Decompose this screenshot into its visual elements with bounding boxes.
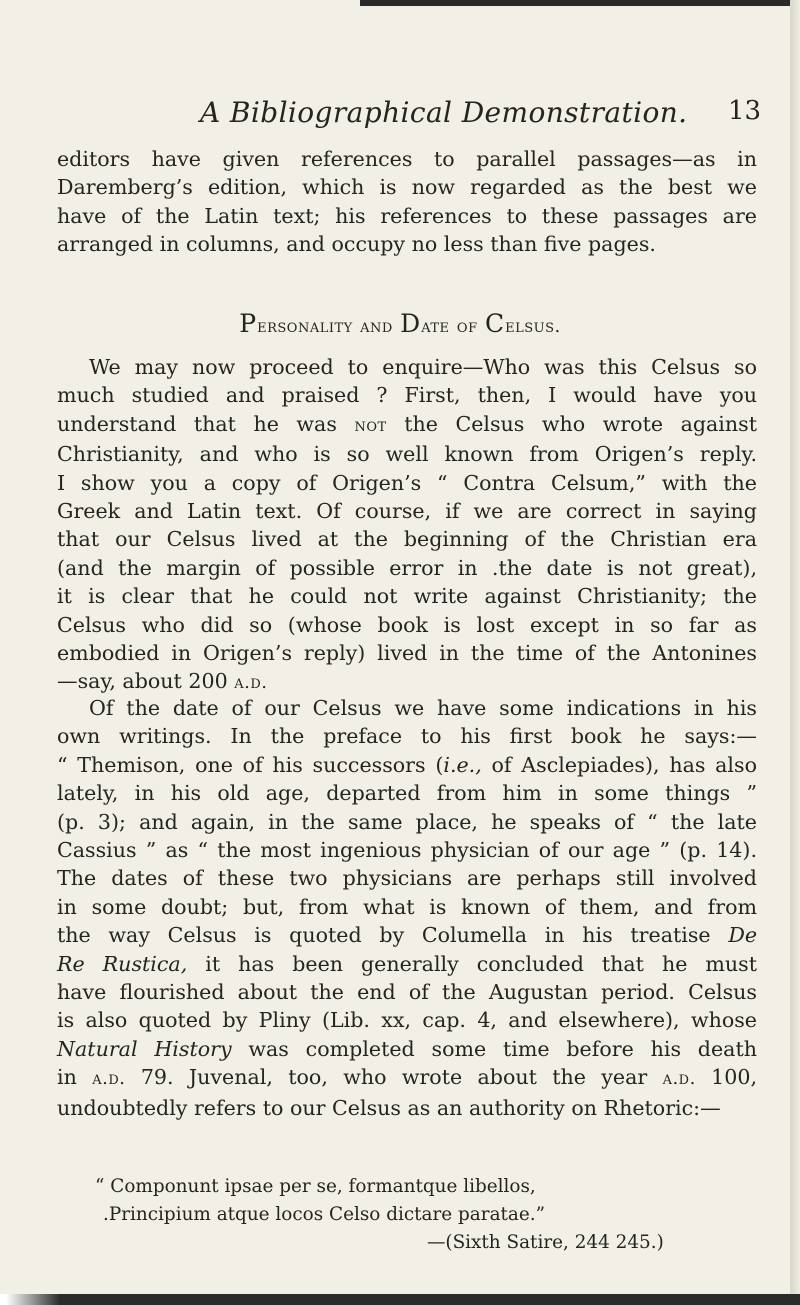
text-line: Of the date of our Celsus we have some indications in his (89, 696, 757, 720)
text-line: editors have given references to parallel passages—as in (57, 147, 757, 171)
text-line: I show you a copy of Origen’s “ Contra Celsum,” with the (57, 470, 757, 495)
page-edge-right (790, 0, 800, 1305)
text-line: Cassius ” as “ the most ingenious physician of our age ” (p. 14). (57, 838, 757, 863)
text-line: that our Celsus lived at the beginning of the Christian era (57, 527, 757, 552)
juvenal-quote (95, 1173, 765, 1258)
page-edge-shadow-bottom (0, 1294, 800, 1305)
text-line: Re Rustica, it has been generally concluded that he must (57, 951, 758, 976)
intro-paragraph (57, 145, 757, 259)
page-number: 13 (728, 96, 762, 126)
quote-citation: —(Sixth Satire, 244 245.) (427, 1232, 664, 1254)
text-line: in some doubt; but, from what is known of them, and from (57, 894, 757, 919)
text-line: Celsus who did so (whose book is lost except in so far as (57, 612, 757, 637)
paragraph-celsus-date (57, 694, 757, 1122)
quote-line: .Principium atque locos Celso dictare paratae.” (103, 1204, 546, 1226)
text-line: —say, about 200 a.d. (57, 669, 268, 694)
text-line: the way Celsus is quoted by Columella in his treatise De (57, 923, 758, 948)
text-line: in a.d. 79. Juvenal, too, who wrote about the year a.d. 100, (57, 1065, 758, 1090)
text-line: Natural History was completed some time before his death (57, 1036, 757, 1061)
text-line: have of the Latin text; his references to these passages are (57, 203, 757, 228)
text-line: arranged in columns, and occupy no less than five pages. (57, 232, 656, 257)
text-line: it is clear that he could not write against Christianity; the (57, 584, 757, 609)
text-line: We may now proceed to enquire—Who was this Celsus so (89, 355, 757, 379)
text-line: lately, in his old age, departed from him in some things ” (57, 781, 757, 806)
text-line: have flourished about the end of the Augustan period. Celsus (57, 980, 757, 1005)
paragraph-celsus-identity (57, 353, 757, 698)
text-line: Greek and Latin text. Of course, if we are correct in saying (57, 499, 757, 524)
text-line: (and the margin of possible error in .the date is not great), (57, 555, 757, 580)
text-line: undoubtedly refers to our Celsus as an authority on Rhetoric:— (57, 1095, 721, 1120)
quote-line: “ Componunt ipsae per se, formantque libellos, (95, 1176, 536, 1197)
section-heading: Personality and Date of Celsus. (239, 309, 561, 338)
page-edge-shadow-top (360, 0, 800, 6)
running-title: A Bibliographical Demonstration. (200, 96, 688, 129)
text-line: “ Themison, one of his successors (i.e., of Asclepiades), has also (57, 752, 757, 777)
text-line: much studied and praised ? First, then, I would have you (57, 383, 757, 408)
text-line: embodied in Origen’s reply) lived in the time of the Antonines (57, 641, 757, 666)
text-line: is also quoted by Pliny (Lib. xx, cap. 4, and elsewhere), whose (57, 1008, 757, 1033)
running-header (200, 96, 760, 136)
text-line: Christianity, and who is so well known from Origen’s reply. (57, 442, 757, 467)
text-line: Daremberg’s edition, which is now regarded as the best we (57, 175, 757, 200)
text-line: own writings. In the preface to his first book he says:— (57, 724, 757, 749)
text-line: (p. 3); and again, in the same place, he speaks of “ the late (57, 809, 757, 834)
text-line: understand that he was not the Celsus who wrote against (57, 411, 758, 436)
text-line: The dates of these two physicians are perhaps still involved (57, 866, 757, 891)
